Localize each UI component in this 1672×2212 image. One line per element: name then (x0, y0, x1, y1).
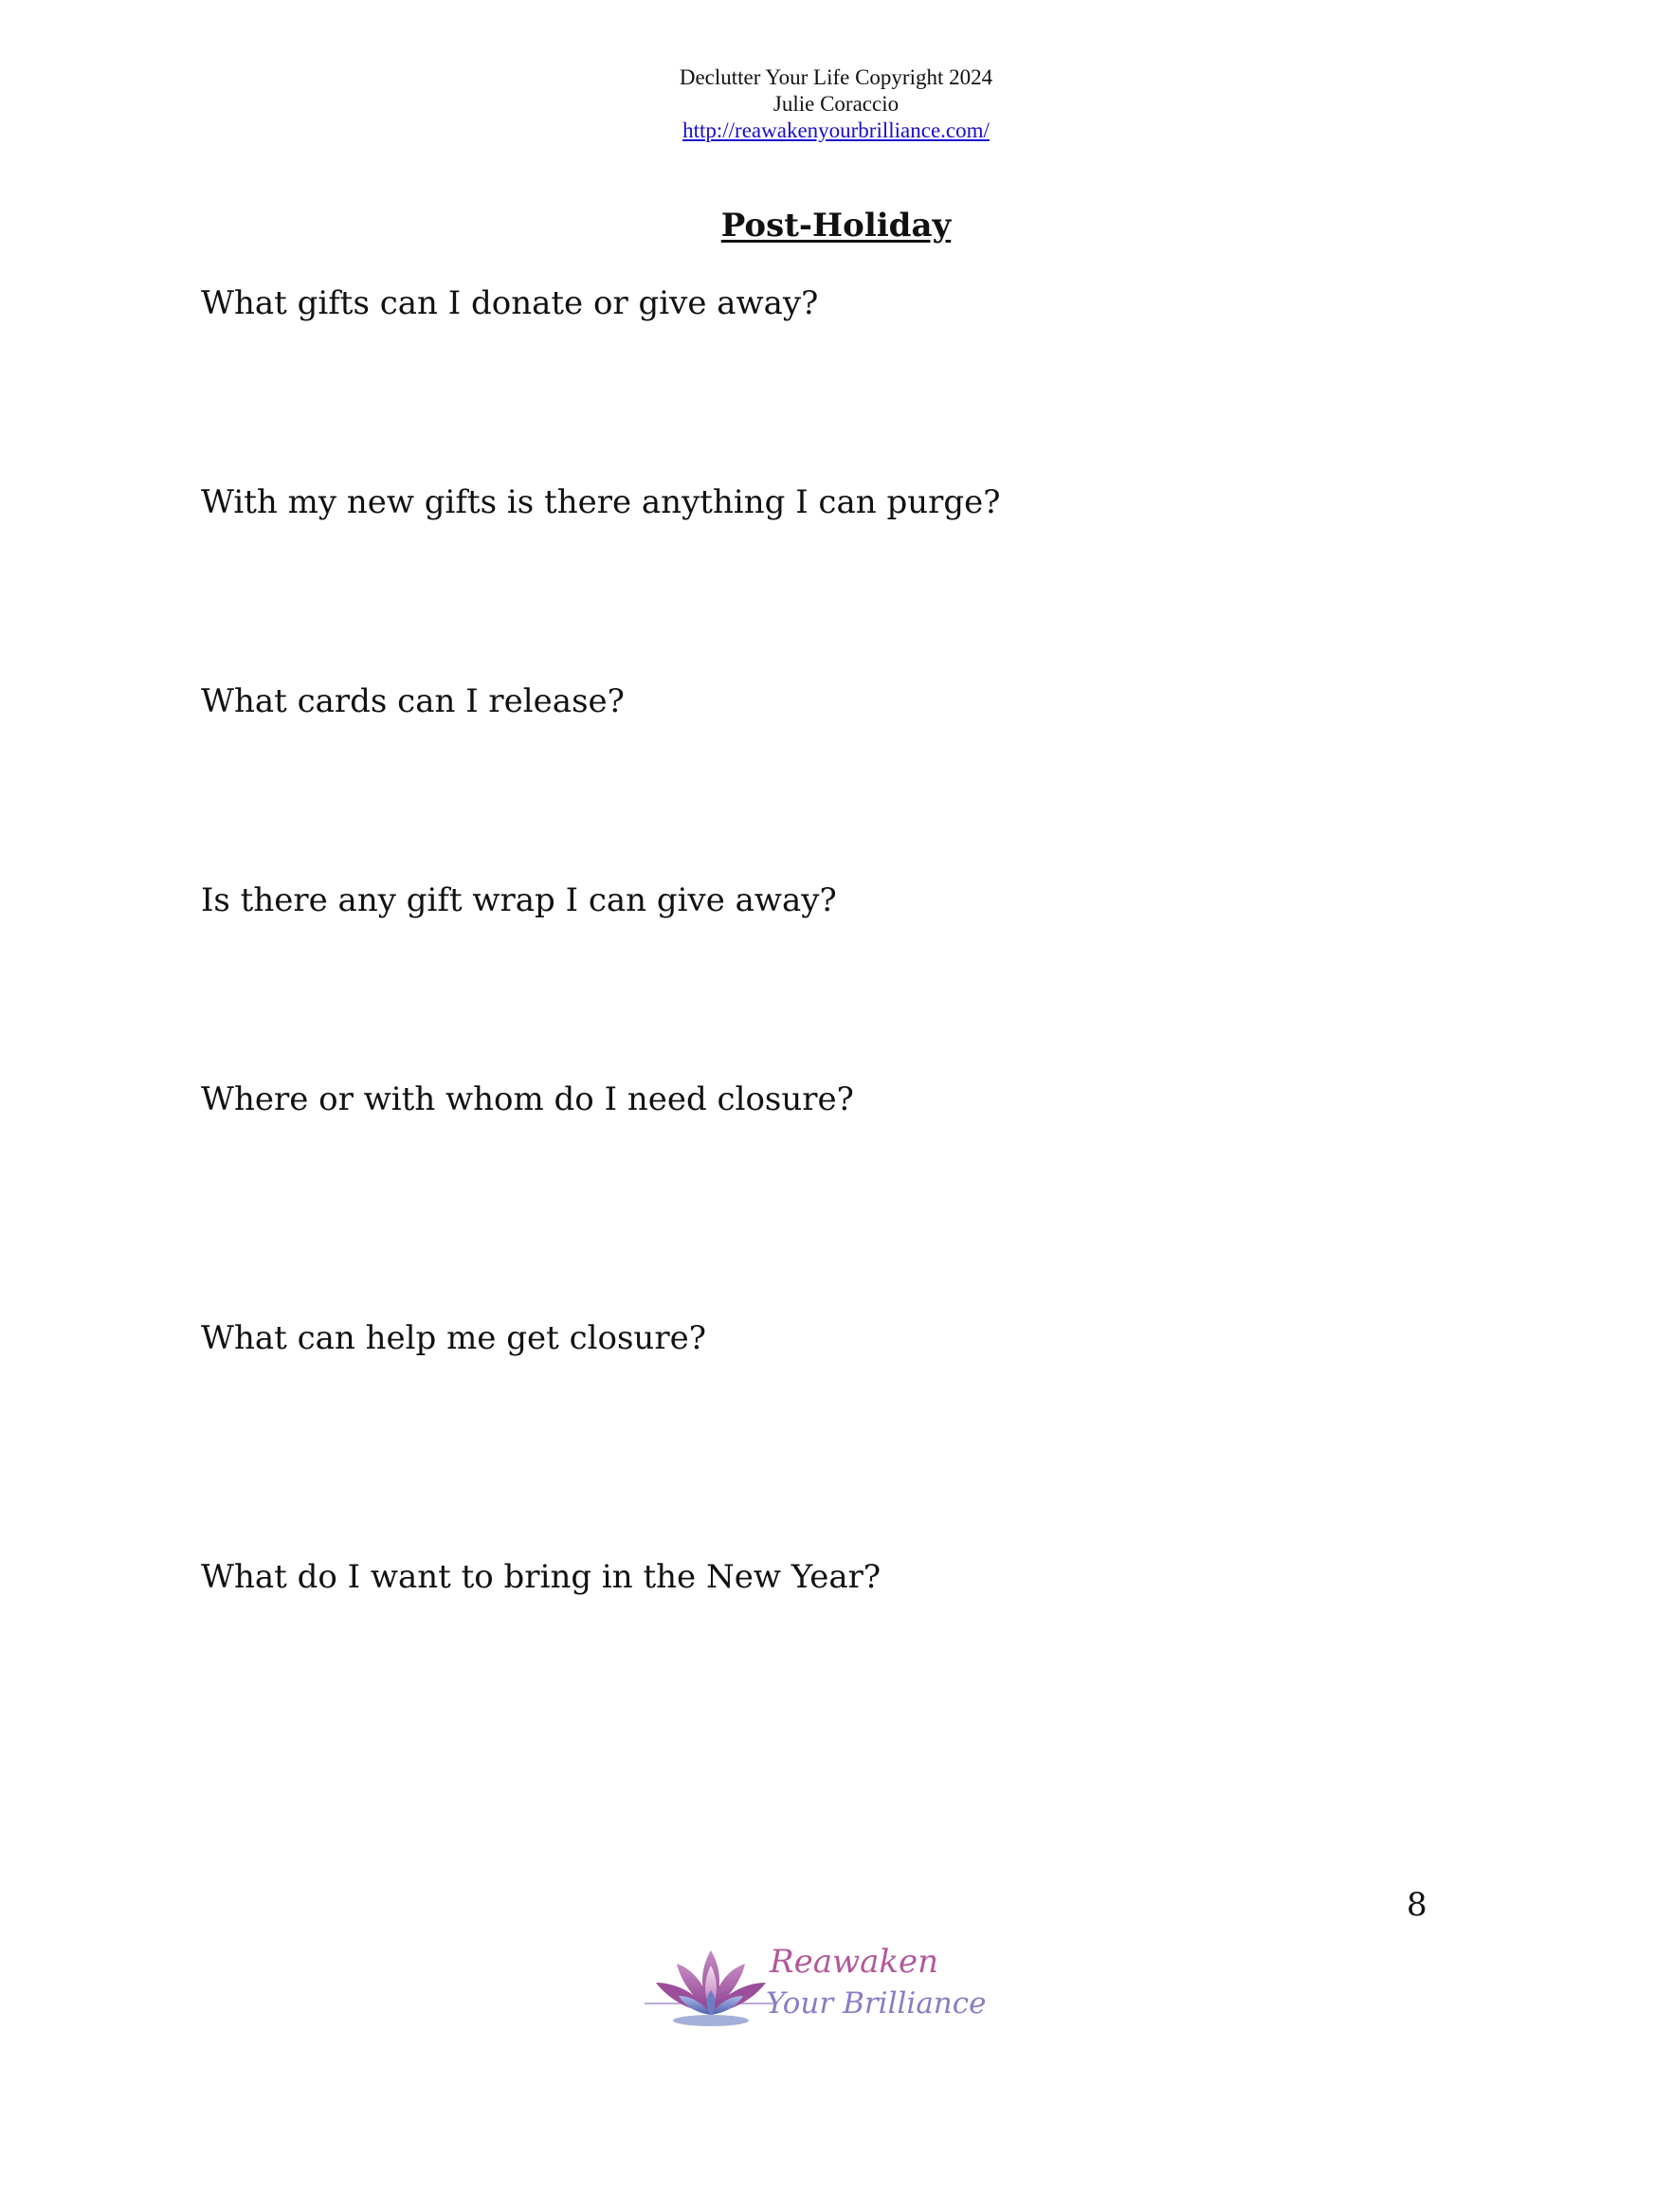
page-header (0, 64, 1672, 144)
header-author-line: Julie Coraccio (772, 92, 900, 116)
question-help-closure: What can help me get closure? (201, 1319, 706, 1357)
header-website-link[interactable]: http://reawakenyourbrilliance.com/ (682, 118, 990, 142)
page-number: 8 (1407, 1886, 1427, 1924)
question-release-cards: What cards can I release? (201, 682, 625, 720)
logo-text-reawaken: Reawaken (770, 1943, 938, 1981)
logo-text-your-brilliance: Your Brilliance (766, 1986, 987, 2021)
lotus-icon (645, 1943, 777, 2047)
question-donate-gifts: What gifts can I donate or give away? (201, 284, 819, 322)
question-need-closure: Where or with whom do I need closure? (201, 1080, 854, 1118)
page-title: Post-Holiday (720, 207, 952, 245)
header-copyright-line: Declutter Your Life Copyright 2024 (679, 65, 993, 89)
question-bring-new-year: What do I want to bring in the New Year? (201, 1558, 881, 1596)
question-purge-with-new-gifts: With my new gifts is there anything I can purge? (201, 483, 1001, 521)
question-give-away-gift-wrap: Is there any gift wrap I can give away? (201, 881, 837, 919)
reawaken-brilliance-logo (645, 1933, 987, 2066)
